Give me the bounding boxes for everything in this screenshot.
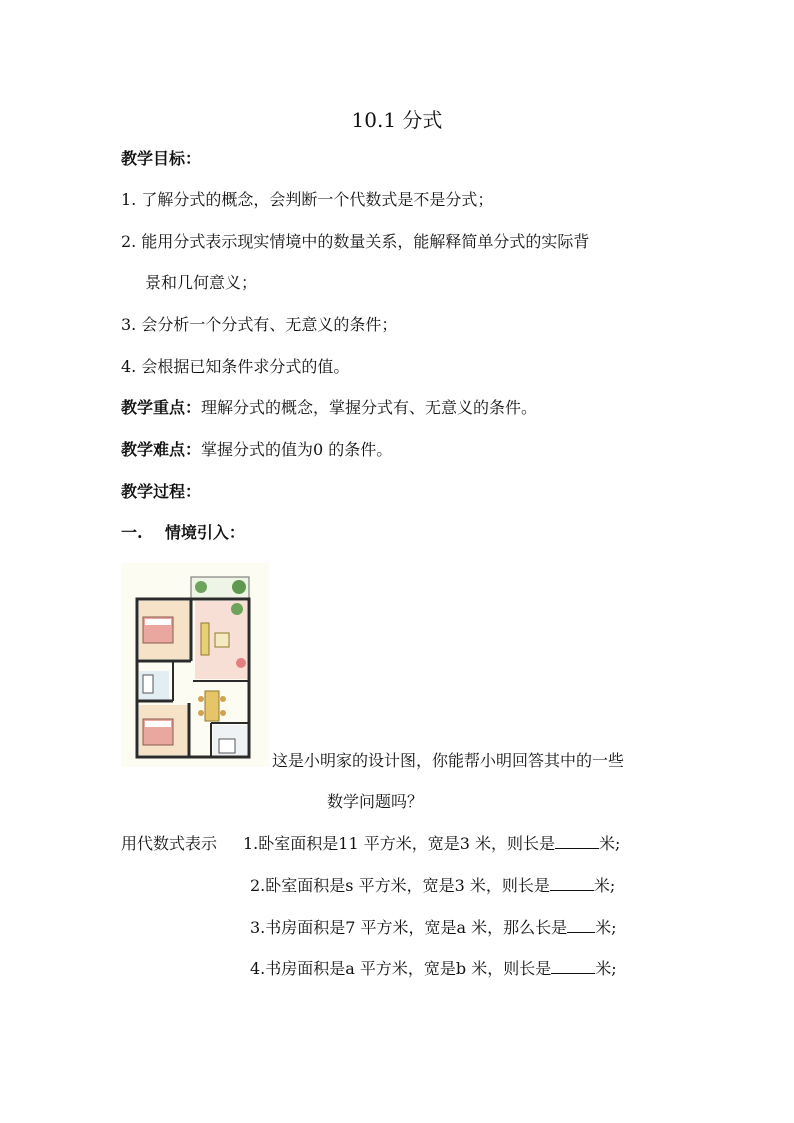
difficulty [121, 439, 392, 461]
question-1-unit: 米; [598, 834, 621, 853]
goal-item-1: 1. 了解分式的概念，会判断一个代数式是不是分式； [121, 190, 494, 209]
difficulty-text: 掌握分式的值为0 的条件。 [201, 440, 393, 459]
question-1-text: 1.卧室面积是11 平方米，宽是3 米，则长是 [243, 834, 555, 853]
question-3-text: 3.书房面积是7 平方米，宽是a 米，那么长是 [250, 918, 568, 937]
question-3-unit: 米; [595, 918, 617, 937]
question-2-unit: 米; [593, 876, 616, 895]
goal-item-4: 4. 会根据已知条件求分式的值。 [121, 357, 350, 376]
question-2-text: 2.卧室面积是s 平方米，宽是3 米，则长是 [250, 876, 550, 895]
floor-plan-image [121, 563, 269, 767]
goal-item-2-continued: 景和几何意义； [145, 273, 258, 292]
question-2-blank [550, 876, 594, 891]
question-2 [250, 875, 615, 897]
process-heading: 教学过程： [121, 482, 202, 501]
question-prefix: 用代数式表示 [121, 834, 218, 853]
question-4-unit: 米; [595, 959, 617, 978]
question-3-blank [567, 918, 595, 933]
goals-heading: 教学目标： [121, 149, 202, 168]
key-point-label: 教学重点： [121, 398, 202, 417]
goal-item-3: 3. 会分析一个分式有、无意义的条件； [121, 315, 398, 334]
page-title: 10.1 分式 [351, 108, 443, 132]
question-4 [250, 958, 617, 980]
question-1-blank [555, 834, 599, 849]
key-point [121, 397, 537, 419]
goal-item-2: 2. 能用分式表示现实情境中的数量关系，能解释简单分式的实际背 [121, 232, 590, 251]
figure-caption-line-2: 数学问题吗？ [327, 792, 424, 811]
question-4-text: 4.书房面积是a 平方米，宽是b 米，则长是 [250, 959, 552, 978]
question-1 [243, 833, 620, 855]
difficulty-label: 教学难点： [121, 440, 202, 459]
figure-caption-line-1: 这是小明家的设计图，你能帮小明回答其中的一些 [272, 751, 625, 770]
section-one-heading: 一. 情境引入： [121, 523, 245, 542]
key-point-text: 理解分式的概念，掌握分式有、无意义的条件。 [201, 398, 538, 417]
question-4-blank [551, 959, 595, 974]
question-3 [250, 917, 617, 939]
